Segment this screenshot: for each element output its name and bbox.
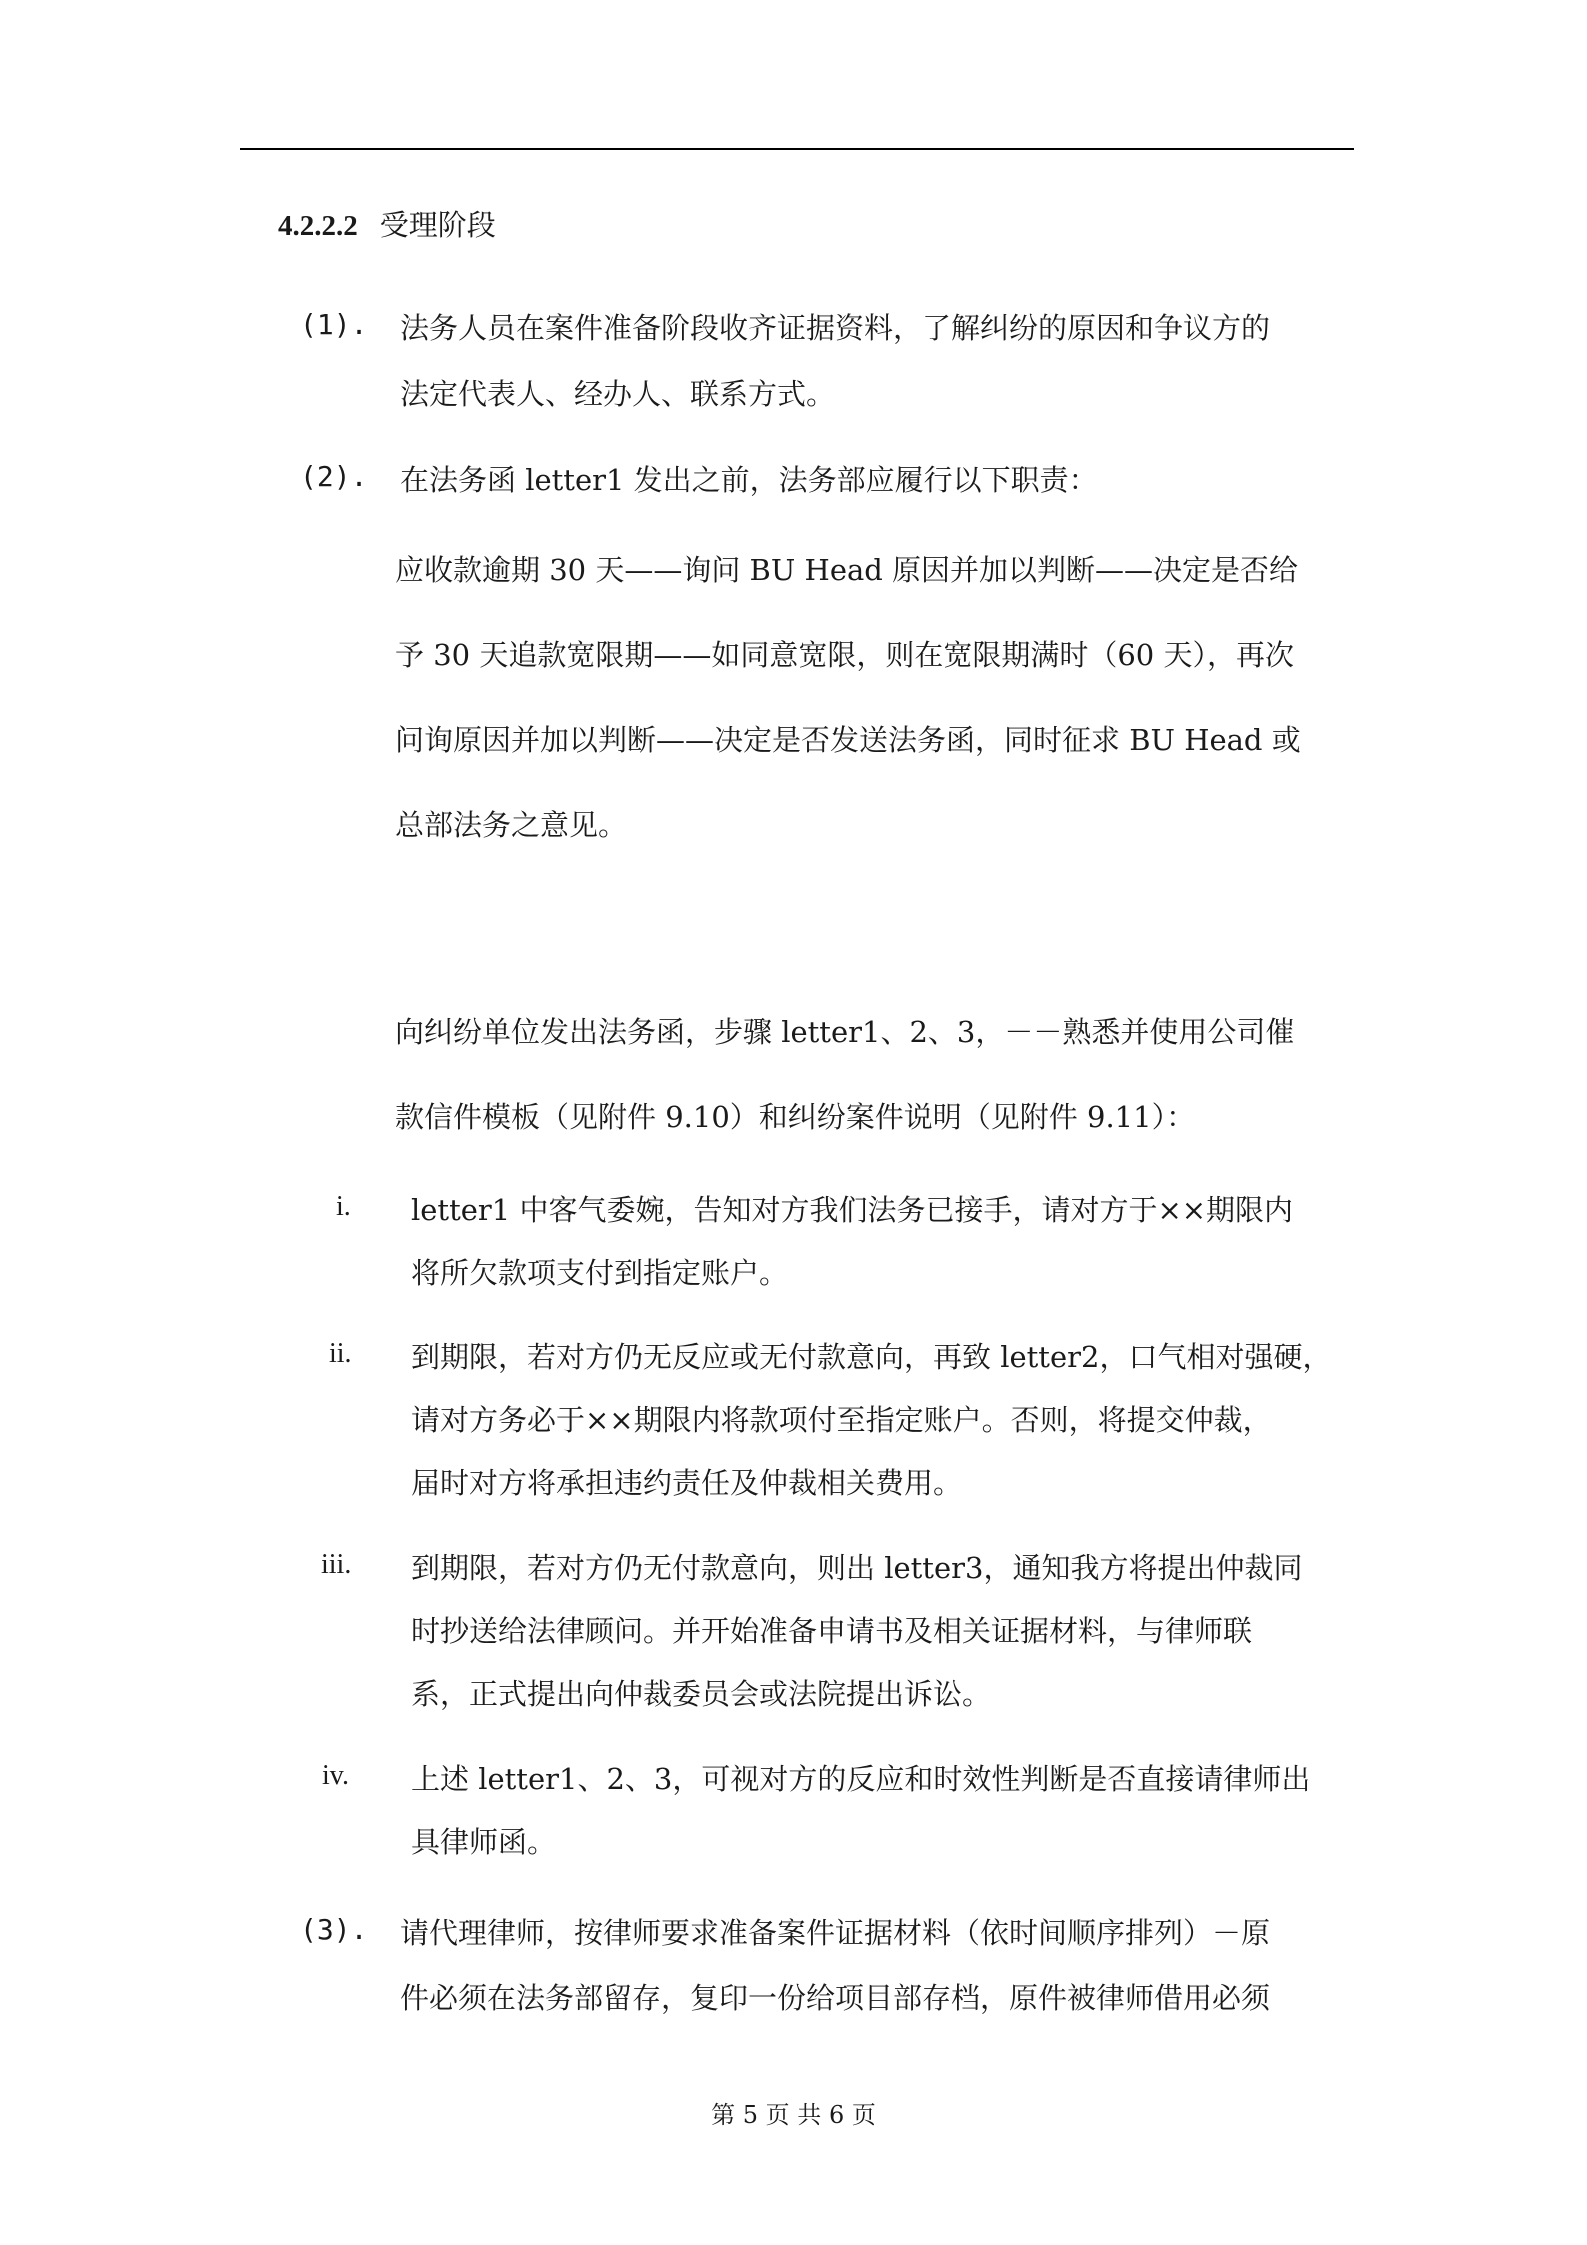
- roman-label-ii: ii.: [329, 1338, 352, 1369]
- roman-ii-line-1: 到期限，若对方仍无反应或无付款意向，再致 letter2，口气相对强硬，: [411, 1340, 1332, 1374]
- item-3-line-2: 件必须在法务部留存，复印一份给项目部存档，原件被律师借用必须: [400, 1981, 1271, 2015]
- roman-label-iv: iv.: [322, 1760, 349, 1791]
- para-a-line-2: 予 30 天追款宽限期——如同意宽限，则在宽限期满时（60 天），再次: [395, 638, 1294, 672]
- roman-iii-line-2: 时抄送给法律顾问。并开始准备申请书及相关证据材料，与律师联: [411, 1614, 1253, 1648]
- item-label-2: (2).: [300, 460, 368, 493]
- roman-iv-line-1: 上述 letter1、2、3，可视对方的反应和时效性判断是否直接请律师出: [411, 1762, 1311, 1796]
- item-1-line-1: 法务人员在案件准备阶段收齐证据资料，了解纠纷的原因和争议方的: [400, 311, 1271, 345]
- item-1-line-2: 法定代表人、经办人、联系方式。: [400, 377, 836, 411]
- header-rule: [240, 148, 1354, 150]
- roman-label-iii: iii.: [321, 1549, 352, 1580]
- roman-i-line-2: 将所欠款项支付到指定账户。: [411, 1256, 789, 1290]
- roman-ii-line-3: 届时对方将承担违约责任及仲裁相关费用。: [411, 1466, 963, 1500]
- item-2-line-1: 在法务函 letter1 发出之前，法务部应履行以下职责：: [400, 463, 1098, 497]
- section-heading: [278, 205, 496, 246]
- roman-ii-line-2: 请对方务必于××期限内将款项付至指定账户。否则，将提交仲裁，: [411, 1403, 1272, 1437]
- roman-iv-line-2: 具律师函。: [411, 1825, 557, 1859]
- page-footer: 第 5 页 共 6 页: [711, 2101, 876, 2129]
- para-a-line-1: 应收款逾期 30 天——询问 BU Head 原因并加以判断——决定是否给: [395, 553, 1299, 587]
- item-label-3: (3).: [300, 1913, 368, 1946]
- roman-label-i: i.: [336, 1191, 351, 1222]
- section-number: 4.2.2.2: [278, 210, 358, 242]
- para-a-line-3: 问询原因并加以判断——决定是否发送法务函，同时征求 BU Head 或: [395, 723, 1301, 757]
- roman-iii-line-3: 系，正式提出向仲裁委员会或法院提出诉讼。: [411, 1677, 992, 1711]
- item-3-line-1: 请代理律师，按律师要求准备案件证据材料（依时间顺序排列）－原: [400, 1916, 1271, 1950]
- roman-iii-line-1: 到期限，若对方仍无付款意向，则出 letter3，通知我方将提出仲裁同: [411, 1551, 1303, 1585]
- para-a-line-4: 总部法务之意见。: [395, 808, 628, 842]
- item-label-1: (1).: [300, 308, 368, 341]
- section-title: 受理阶段: [379, 208, 496, 242]
- roman-i-line-1: letter1 中客气委婉，告知对方我们法务已接手，请对方于××期限内: [411, 1193, 1294, 1227]
- para-b-line-1: 向纠纷单位发出法务函，步骤 letter1、2、3，－－熟悉并使用公司催: [395, 1015, 1295, 1049]
- para-b-line-2: 款信件模板（见附件 9.10）和纠纷案件说明（见附件 9.11）：: [395, 1100, 1196, 1134]
